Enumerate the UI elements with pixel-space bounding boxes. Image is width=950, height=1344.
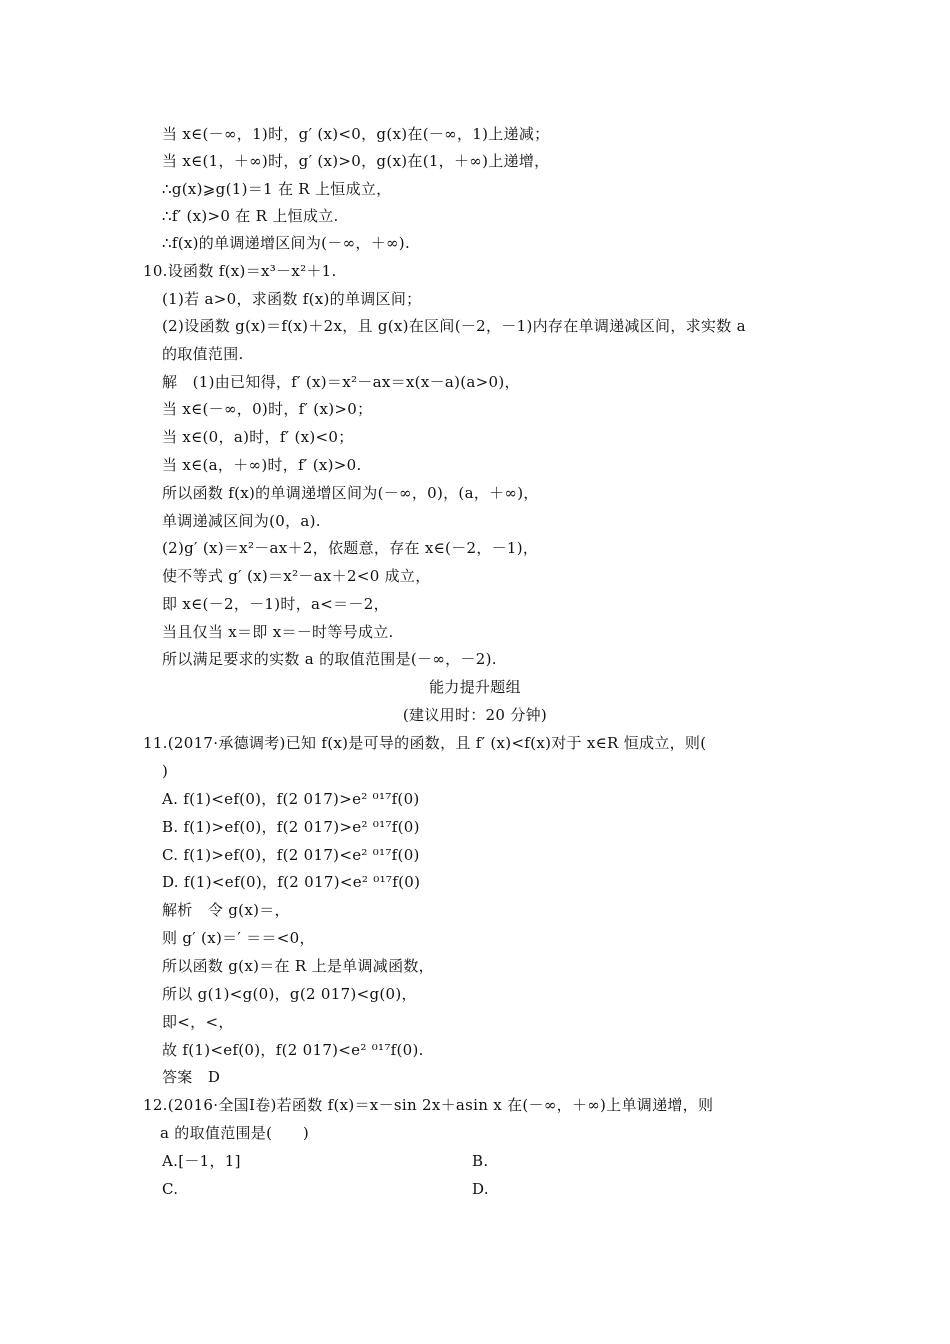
option-c: C. f(1)>ef(0)，f(2 017)<e² ⁰¹⁷f(0) — [162, 846, 420, 864]
text-line: 所以函数 g(x)＝在 R 上是单调减函数， — [162, 957, 434, 975]
text-line: ∴g(x)⩾g(1)＝1 在 R 上恒成立， — [162, 180, 392, 198]
text-line: 所以满足要求的实数 a 的取值范围是(－∞，－2). — [162, 650, 497, 668]
problem-12-title: 12.(2016·全国Ⅰ卷)若函数 f(x)＝x－sin 2x＋asin x 在(－∞，＋∞)上单调递增，则 — [143, 1096, 714, 1114]
text-line: 所以函数 f(x)的单调递增区间为(－∞，0)，(a，＋∞)， — [162, 484, 539, 502]
text-line: 使不等式 g′ (x)＝x²－ax＋2<0 成立， — [162, 567, 431, 585]
option-d: D. f(1)<ef(0)，f(2 017)<e² ⁰¹⁷f(0) — [162, 873, 421, 891]
option-c: C. — [162, 1180, 179, 1198]
section-subheading: (建议用时：20 分钟) — [402, 706, 548, 724]
text-line: 即 x∈(－2，－1)时，a<＝－2， — [162, 595, 389, 613]
text-line: ) — [162, 762, 169, 780]
answer-line: 答案 D — [162, 1068, 221, 1086]
problem-11-title: 11.(2017·承德调考)已知 f(x)是可导的函数，且 f′ (x)<f(x)对于 x∈R 恒成立，则( — [143, 734, 707, 752]
option-d: D. — [472, 1180, 489, 1198]
text-line: 单调递减区间为(0，a). — [162, 512, 321, 530]
option-a: A. f(1)<ef(0)，f(2 017)>e² ⁰¹⁷f(0) — [162, 790, 420, 808]
text-line: 即<，<， — [162, 1013, 234, 1031]
text-line: 解析 令 g(x)＝， — [162, 901, 290, 919]
text-line: (2)设函数 g(x)＝f(x)＋2x，且 g(x)在区间(－2，－1)内存在单调递减区间，求实数 a — [162, 317, 746, 335]
text-line: 当 x∈(－∞，0)时，f′ (x)>0； — [162, 400, 373, 418]
text-line: (2)g′ (x)＝x²－ax＋2，依题意，存在 x∈(－2，－1)， — [162, 539, 539, 557]
text-line: a 的取值范围是( ) — [160, 1124, 310, 1142]
option-b: B. f(1)>ef(0)，f(2 017)>e² ⁰¹⁷f(0) — [162, 818, 420, 836]
section-heading: 能力提升题组 — [429, 678, 521, 696]
problem-10-title: 10.设函数 f(x)＝x³－x²＋1. — [143, 262, 337, 280]
text-line: (1)若 a>0，求函数 f(x)的单调区间； — [162, 290, 422, 308]
text-line: 所以 g(1)<g(0)，g(2 017)<g(0)， — [162, 985, 417, 1003]
text-line: ∴f′ (x)>0 在 R 上恒成立. — [162, 207, 339, 225]
text-line: 当且仅当 x＝即 x＝－时等号成立. — [162, 623, 394, 641]
text-line: 当 x∈(－∞，1)时，g′ (x)<0，g(x)在(－∞，1)上递减； — [162, 125, 550, 143]
text-line: 解 (1)由已知得，f′ (x)＝x²－ax＝x(x－a)(a>0)， — [162, 373, 520, 391]
text-line: 的取值范围. — [162, 345, 244, 363]
text-line: ∴f(x)的单调递增区间为(－∞，＋∞). — [162, 234, 411, 252]
text-line: 故 f(1)<ef(0)，f(2 017)<e² ⁰¹⁷f(0). — [162, 1041, 424, 1059]
option-b: B. — [472, 1152, 489, 1170]
text-line: 则 g′ (x)＝′ ＝＝<0， — [162, 929, 315, 947]
text-line: 当 x∈(0，a)时，f′ (x)<0； — [162, 428, 354, 446]
text-line: 当 x∈(1，＋∞)时，g′ (x)>0，g(x)在(1，＋∞)上递增， — [162, 152, 550, 170]
option-a: A.[－1，1] — [162, 1152, 241, 1170]
text-line: 当 x∈(a，＋∞)时，f′ (x)>0. — [162, 456, 362, 474]
